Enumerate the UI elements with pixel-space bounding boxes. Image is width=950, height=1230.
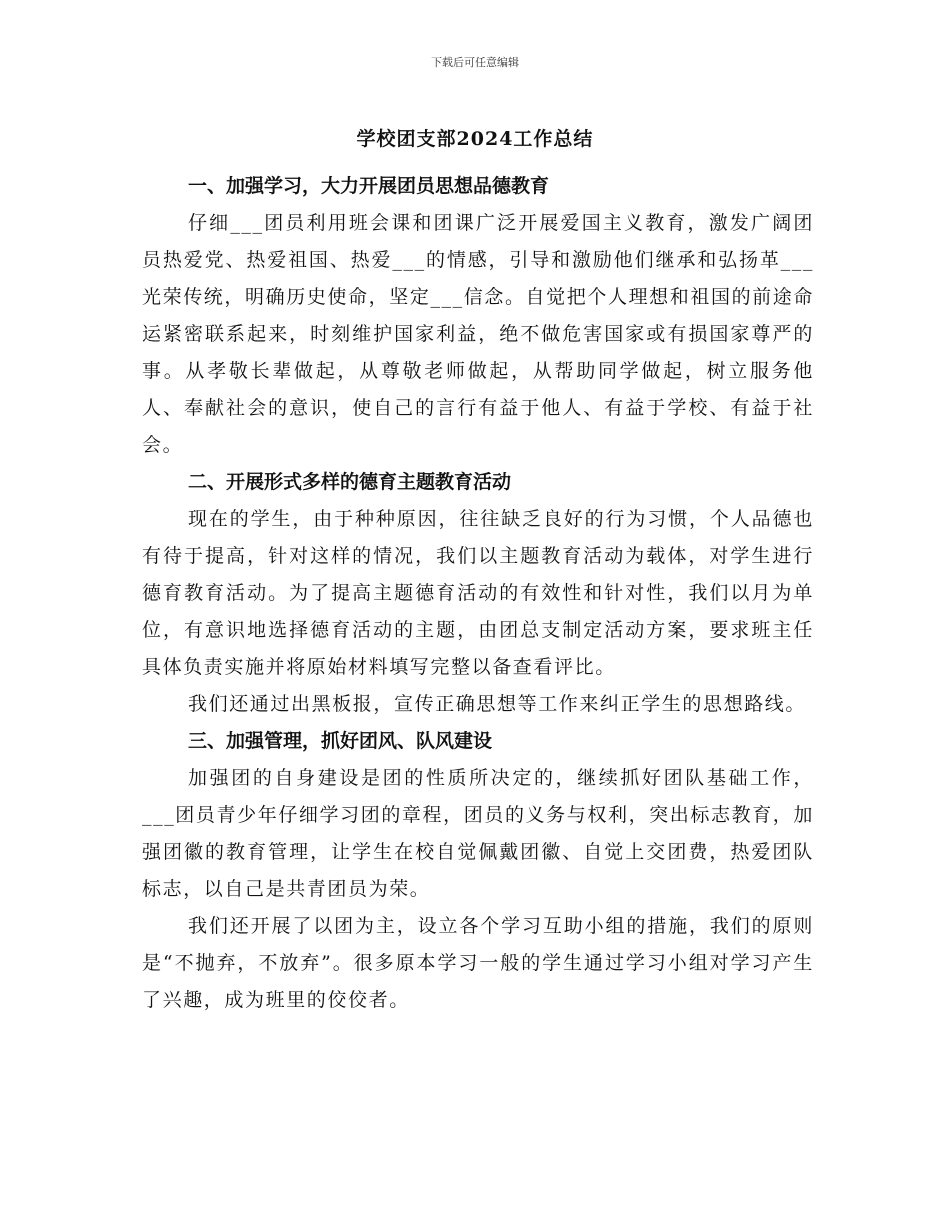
paragraph: 仔细___团员利用班会课和团课广泛开展爱国主义教育，激发广阔团员热爱党、热爱祖国、热爱___的情感，引导和激励他们继承和弘扬革___光荣传统，明确历史使命，坚定___信念。自觉把个人理想和祖国的前途命运紧密联系起来，时刻维护国家利益，绝不做危害国家或有损国家尊严的事。从孝敬长辈做起，从尊敬老师做起，从帮助同学做起，树立服务他人、奉献社会的意识，使自己的言行有益于他人、有益于学校、有益于社会。	[142, 212, 814, 456]
section-heading: 二、开展形式多样的德育主题教育活动	[188, 471, 512, 493]
document-title: 学校团支部2024工作总结	[356, 128, 594, 150]
header-note: 下载后可任意编辑	[431, 56, 519, 69]
section-3	[142, 723, 814, 1019]
paragraph: 加强团的自身建设是团的性质所决定的，继续抓好团队基础工作，___团员青少年仔细学习团的章程，团员的义务与权利，突出标志教育，加强团徽的教育管理，让学生在校自觉佩戴团徽、自觉上交团费，热爱团队标志，以自己是共青团员为荣。	[142, 767, 814, 900]
section-1	[142, 168, 814, 464]
section-2	[142, 464, 814, 723]
paragraph: 我们还通过出黑板报，宣传正确思想等工作来纠正学生的思想路线。	[188, 693, 807, 715]
section-heading: 三、加强管理，抓好团风、队风建设	[188, 730, 493, 752]
paragraph: 我们还开展了以团为主，设立各个学习互助小组的措施，我们的原则是“不抛弃，不放弃”。很多原本学习一般的学生通过学习小组对学习产生了兴趣，成为班里的佼佼者。	[142, 915, 814, 1011]
document-body	[142, 168, 814, 1019]
section-heading: 一、加强学习，大力开展团员思想品德教育	[188, 175, 550, 197]
paragraph: 现在的学生，由于种种原因，往往缺乏良好的行为习惯，个人品德也有待于提高，针对这样的情况，我们以主题教育活动为载体，对学生进行德育教育活动。为了提高主题德育活动的有效性和针对性，我们以月为单位，有意识地选择德育活动的主题，由团总支制定活动方案，要求班主任具体负责实施并将原始材料填写完整以备查看评比。	[142, 508, 814, 678]
